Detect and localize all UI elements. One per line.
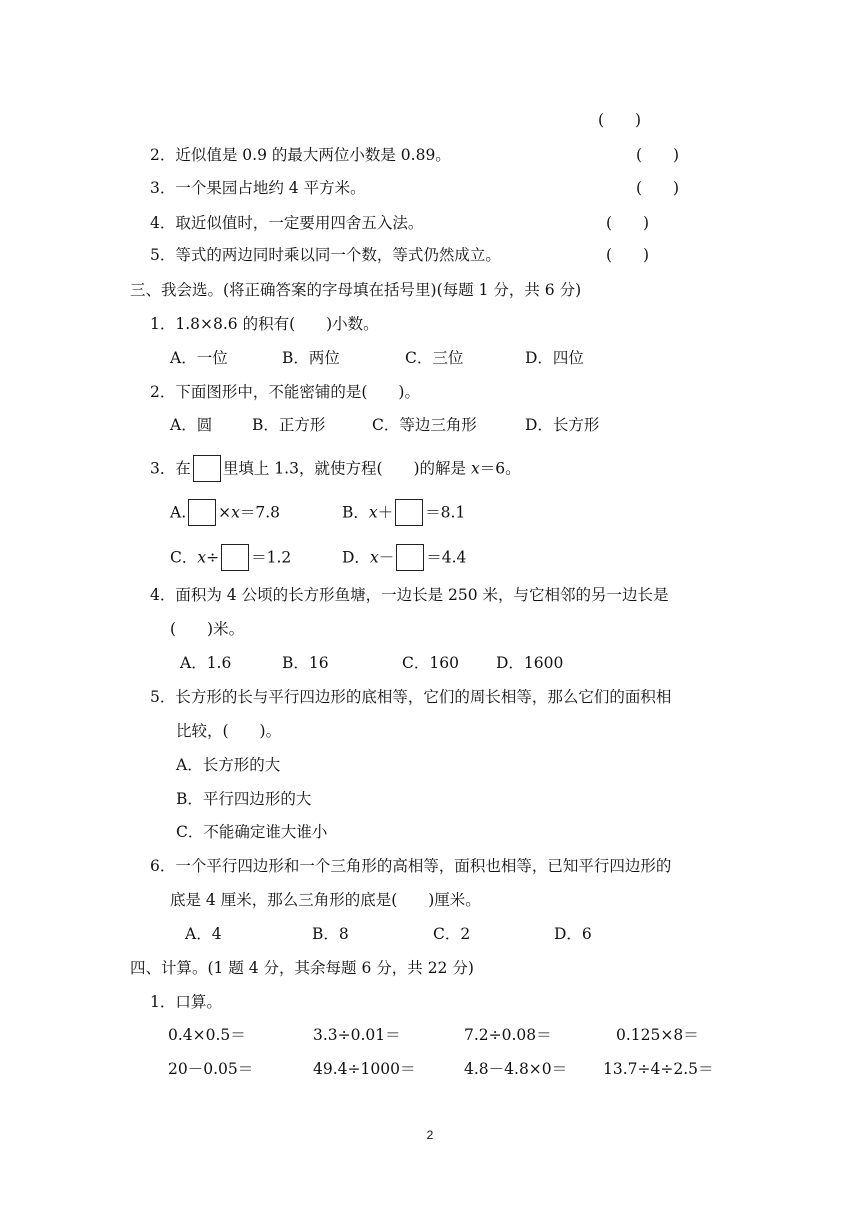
tf-item-3-paren[interactable]: ( ): [636, 179, 680, 197]
operator: ＋: [377, 503, 394, 522]
mc-q6-stem-line2: 底是 4 厘米，那么三角形的底是( )厘米。: [170, 891, 481, 909]
mc-q3-stem-part-a: 3．在: [150, 459, 191, 478]
calc-q1-title: 1．口算。: [150, 993, 222, 1011]
mc-q3-option-b[interactable]: [342, 500, 465, 527]
mc-q1-option-b[interactable]: B．两位: [282, 349, 340, 367]
option-letter: A.: [170, 503, 187, 522]
mc-q3-option-a[interactable]: [170, 500, 280, 527]
mc-q2-option-b[interactable]: B．正方形: [252, 416, 326, 434]
section3-title: 三、我会选。(将正确答案的字母填在括号里)(每题 1 分，共 6 分): [130, 281, 582, 299]
option-letter: C．: [170, 548, 198, 567]
equation-rest: ＝4.4: [426, 548, 467, 567]
tf-item-4: 4．取近似值时，一定要用四舍五入法。: [150, 214, 424, 232]
mc-q4-option-c[interactable]: C．160: [402, 654, 459, 672]
variable-x: x: [368, 503, 378, 522]
blank-box: [193, 455, 221, 482]
calc-item: 49.4÷1000＝: [313, 1060, 416, 1078]
mc-q4-stem-line2: ( )米。: [170, 620, 245, 638]
mc-q3-stem: [150, 456, 521, 483]
calc-item: 7.2÷0.08＝: [464, 1026, 552, 1044]
mc-q2-option-c[interactable]: C．等边三角形: [372, 416, 477, 434]
mc-q6-stem-line1: 6．一个平行四边形和一个三角形的高相等，面积也相等，已知平行四边形的: [150, 857, 672, 875]
calc-item: 3.3÷0.01＝: [313, 1026, 401, 1044]
blank-box: [396, 544, 424, 571]
option-letter: D．: [342, 548, 370, 567]
mc-q2-stem: 2．下面图形中，不能密铺的是( )。: [150, 383, 420, 401]
calc-item: 13.7÷4÷2.5＝: [603, 1060, 714, 1078]
mc-q1-stem: 1．1.8×8.6 的积有( )小数。: [150, 315, 379, 333]
variable-x: x: [369, 548, 379, 567]
calc-item: 4.8－4.8×0＝: [464, 1060, 568, 1078]
operator: －: [378, 548, 395, 567]
equation-rest: ＝8.1: [425, 503, 466, 522]
mc-q5-stem-line1: 5．长方形的长与平行四边形的底相等，它们的周长相等，那么它们的面积相: [150, 688, 672, 706]
variable-x: x: [231, 503, 240, 522]
blank-box: [395, 499, 423, 526]
mc-q5-option-b[interactable]: B．平行四边形的大: [176, 790, 312, 808]
mc-q6-option-b[interactable]: B．8: [312, 925, 349, 943]
blank-box: [221, 544, 249, 571]
mc-q6-option-c[interactable]: C．2: [433, 925, 471, 943]
mc-q3-option-c[interactable]: [170, 545, 291, 572]
calc-item: 20－0.05＝: [168, 1060, 254, 1078]
mc-q2-option-d[interactable]: D．长方形: [525, 416, 600, 434]
tf-item-4-paren[interactable]: ( ): [606, 214, 650, 232]
option-letter: B．: [342, 503, 369, 522]
mc-q3-option-d[interactable]: [342, 545, 466, 572]
calc-item: 0.4×0.5＝: [168, 1026, 246, 1044]
page-number: 2: [426, 1128, 434, 1142]
operator: ×: [218, 503, 232, 522]
mc-q1-option-d[interactable]: D．四位: [525, 349, 584, 367]
section4-title: 四、计算。(1 题 4 分，其余每题 6 分，共 22 分): [130, 959, 474, 977]
mc-q4-option-b[interactable]: B．16: [282, 654, 329, 672]
variable-x: x: [197, 548, 207, 567]
mc-q4-stem-line1: 4．面积为 4 公顷的长方形鱼塘，一边长是 250 米，与它相邻的另一边长是: [150, 586, 669, 604]
mc-q6-option-d[interactable]: D．6: [554, 925, 592, 943]
tf-item-3: 3．一个果园占地约 4 平方米。: [150, 179, 366, 197]
mc-q3-stem-part-c: ＝6。: [479, 459, 521, 478]
operator: ÷: [206, 548, 220, 567]
q1-answer-paren[interactable]: ( ): [598, 111, 642, 129]
mc-q3-stem-part-b: 里填上 1.3，就使方程( )的解是: [222, 459, 471, 478]
mc-q4-option-d[interactable]: D．1600: [496, 654, 564, 672]
mc-q6-option-a[interactable]: A．4: [185, 925, 222, 943]
mc-q5-option-c[interactable]: C．不能确定谁大谁小: [176, 823, 328, 841]
blank-box: [188, 499, 216, 526]
tf-item-2-paren[interactable]: ( ): [636, 146, 680, 164]
mc-q2-option-a[interactable]: A．圆: [170, 416, 213, 434]
equation-rest: ＝7.8: [239, 503, 281, 522]
equation-rest: ＝1.2: [251, 548, 292, 567]
variable-x: x: [470, 459, 480, 478]
tf-item-5: 5．等式的两边同时乘以同一个数，等式仍然成立。: [150, 246, 501, 264]
mc-q5-stem-line2: 比较，( )。: [176, 722, 282, 740]
mc-q1-option-a[interactable]: A．一位: [170, 349, 228, 367]
tf-item-2: 2．近似值是 0.9 的最大两位小数是 0.89。: [150, 146, 451, 164]
tf-item-5-paren[interactable]: ( ): [606, 246, 650, 264]
mc-q1-option-c[interactable]: C．三位: [405, 349, 464, 367]
calc-item: 0.125×8＝: [616, 1026, 699, 1044]
mc-q5-option-a[interactable]: A．长方形的大: [176, 756, 281, 774]
mc-q4-option-a[interactable]: A．1.6: [180, 654, 232, 672]
